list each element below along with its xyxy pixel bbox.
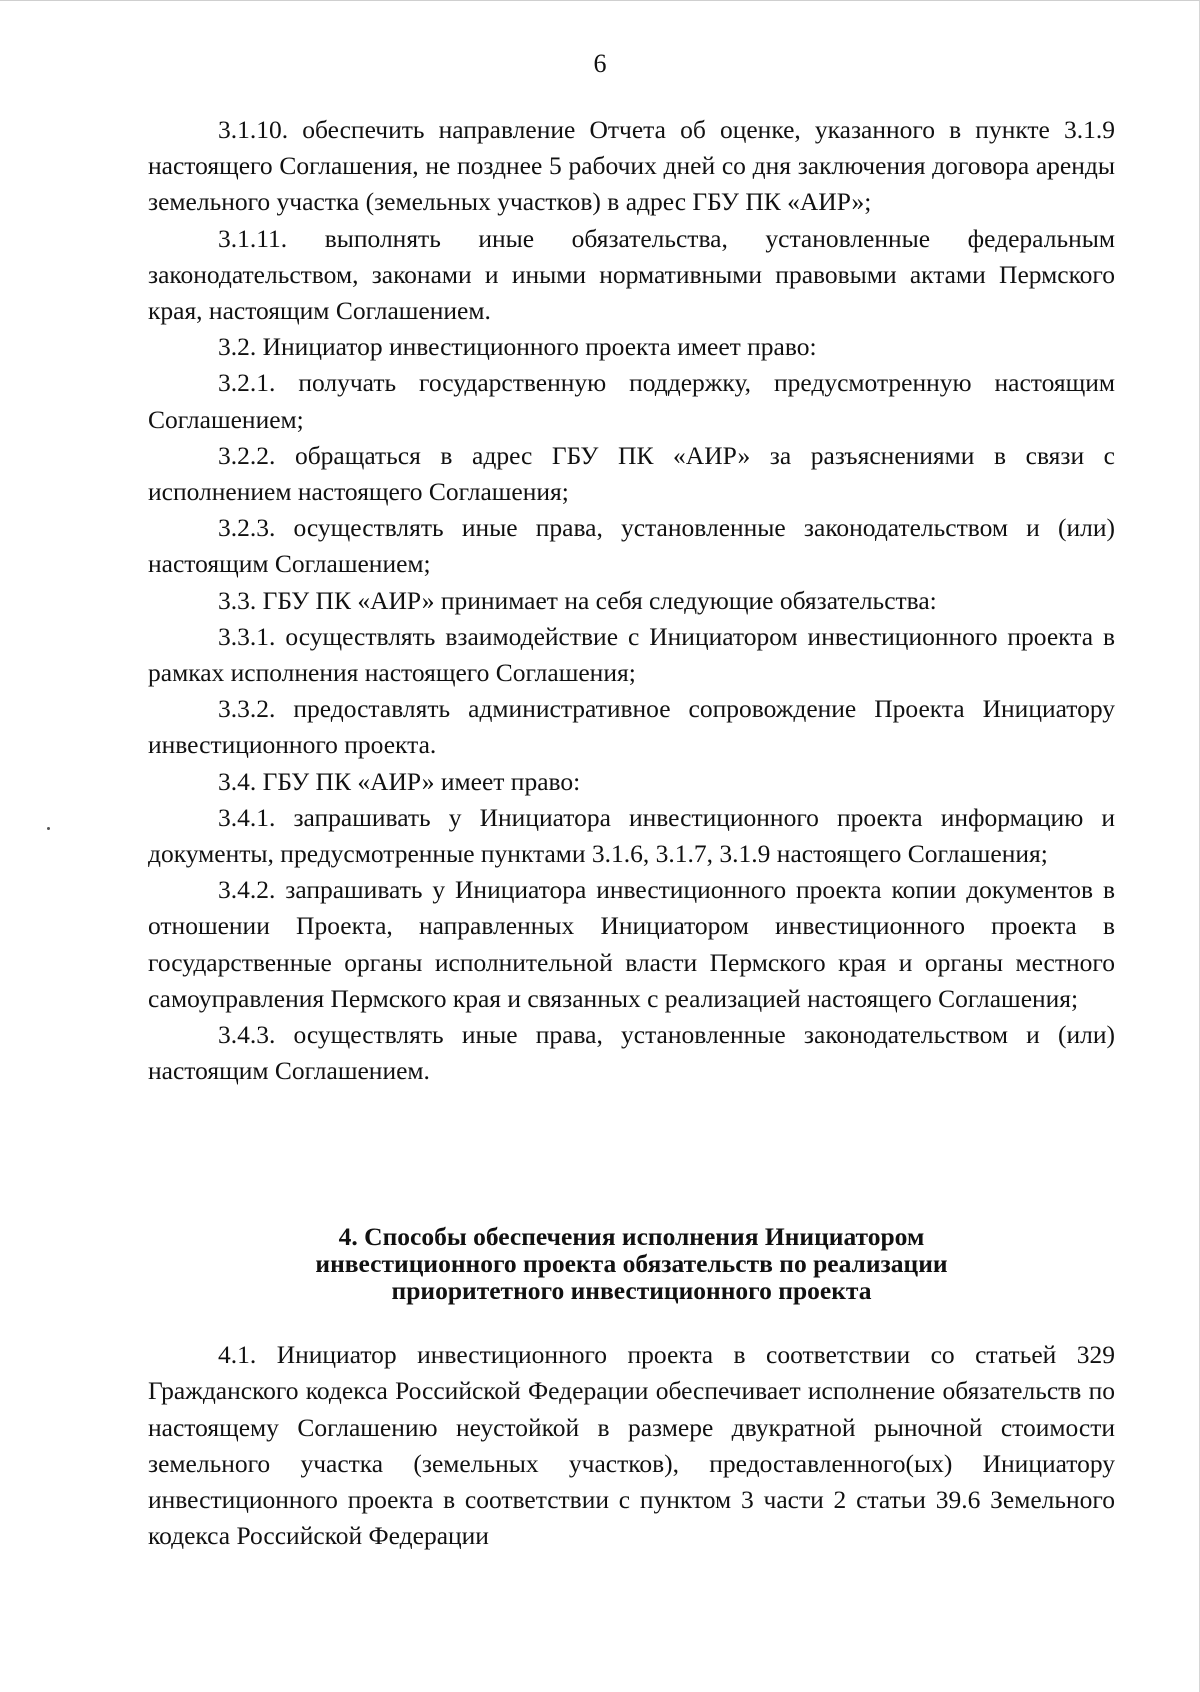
paragraph-3-4-2: 3.4.2. запрашивать у Инициатора инвестиционного проекта копии документов в отношении Проекта, направленных Инициатором инвестиционного проекта в государственные органы исполнительной власти Пермского края и органы местного самоуправления Пермского края и связанных с реализацией настоящего Соглашения; — [148, 875, 1115, 1013]
page-number: 6 — [593, 49, 607, 78]
paragraph-3-4-1: 3.4.1. запрашивать у Инициатора инвестиционного проекта информацию и документы, предусмотренные пунктами 3.1.6, 3.1.7, 3.1.9 настоящего Соглашения; — [148, 802, 1115, 869]
paragraph-3-4-3: 3.4.3. осуществлять иные права, установленные законодательством и (или) настоящим Соглашением. — [148, 1020, 1115, 1086]
body-text-top — [148, 112, 1115, 1089]
paragraph-3-3-1: 3.3.1. осуществлять взаимодействие с Инициатором инвестиционного проекта в рамках исполнения настоящего Соглашения; — [148, 621, 1115, 688]
paragraph-3-1-10: 3.1.10. обеспечить направление Отчета об оценке, указанного в пункте 3.1.9 настоящего Соглашения, не позднее 5 рабочих дней со дня заключения договора аренды земельного участка (земельных участков) в адрес ГБУ ПК «АИР»; — [148, 115, 1115, 217]
paragraph-3-2-3: 3.2.3. осуществлять иные права, установленные законодательством и (или) настоящим Соглашением; — [148, 513, 1115, 579]
paragraph-4-1: 4.1. Инициатор инвестиционного проекта в соответствии со статьей 329 Гражданского кодекса Российской Федерации обеспечивает исполнение обязательств по настоящему Соглашению неустойкой в размере двукратной рыночной стоимости земельного участка (земельных участков), предоставленного(ых) Инициатору инвестиционного проекта в соответствии с пунктом 3 части 2 статьи 39.6 Земельного кодекса Российской Федерации — [148, 1340, 1115, 1551]
section-heading-line-2: инвестиционного проекта обязательств по реализации — [315, 1249, 948, 1278]
paragraph-3-2-1: 3.2.1. получать государственную поддержку, предусмотренную настоящим Соглашением; — [148, 368, 1115, 434]
section-heading — [148, 1223, 1115, 1304]
paragraph-3-4: 3.4. ГБУ ПК «АИР» имеет право: — [218, 766, 581, 796]
paragraph-3-3: 3.3. ГБУ ПК «АИР» принимает на себя следующие обязательства: — [218, 585, 937, 615]
paragraph-3-2: 3.2. Инициатор инвестиционного проекта имеет право: — [218, 332, 817, 362]
section-heading-line-3: приоритетного инвестиционного проекта — [391, 1276, 872, 1305]
paragraph-3-2-2: 3.2.2. обращаться в адрес ГБУ ПК «АИР» за разъяснениями в связи с исполнением настоящего Соглашения; — [148, 440, 1115, 507]
paragraph-3-3-2: 3.3.2. предоставлять административное сопровождение Проекта Инициатору инвестиционного проекта. — [148, 694, 1115, 760]
paragraph-3-1-11: 3.1.11. выполнять иные обязательства, установленные федеральным законодательством, законами и иными нормативными правовыми актами Пермского края, настоящим Соглашением. — [148, 223, 1115, 326]
section-heading-line-1: 4. Способы обеспечения исполнения Инициатором — [338, 1222, 925, 1251]
body-text-bottom — [148, 1337, 1115, 1555]
scan-speck — [47, 827, 50, 830]
